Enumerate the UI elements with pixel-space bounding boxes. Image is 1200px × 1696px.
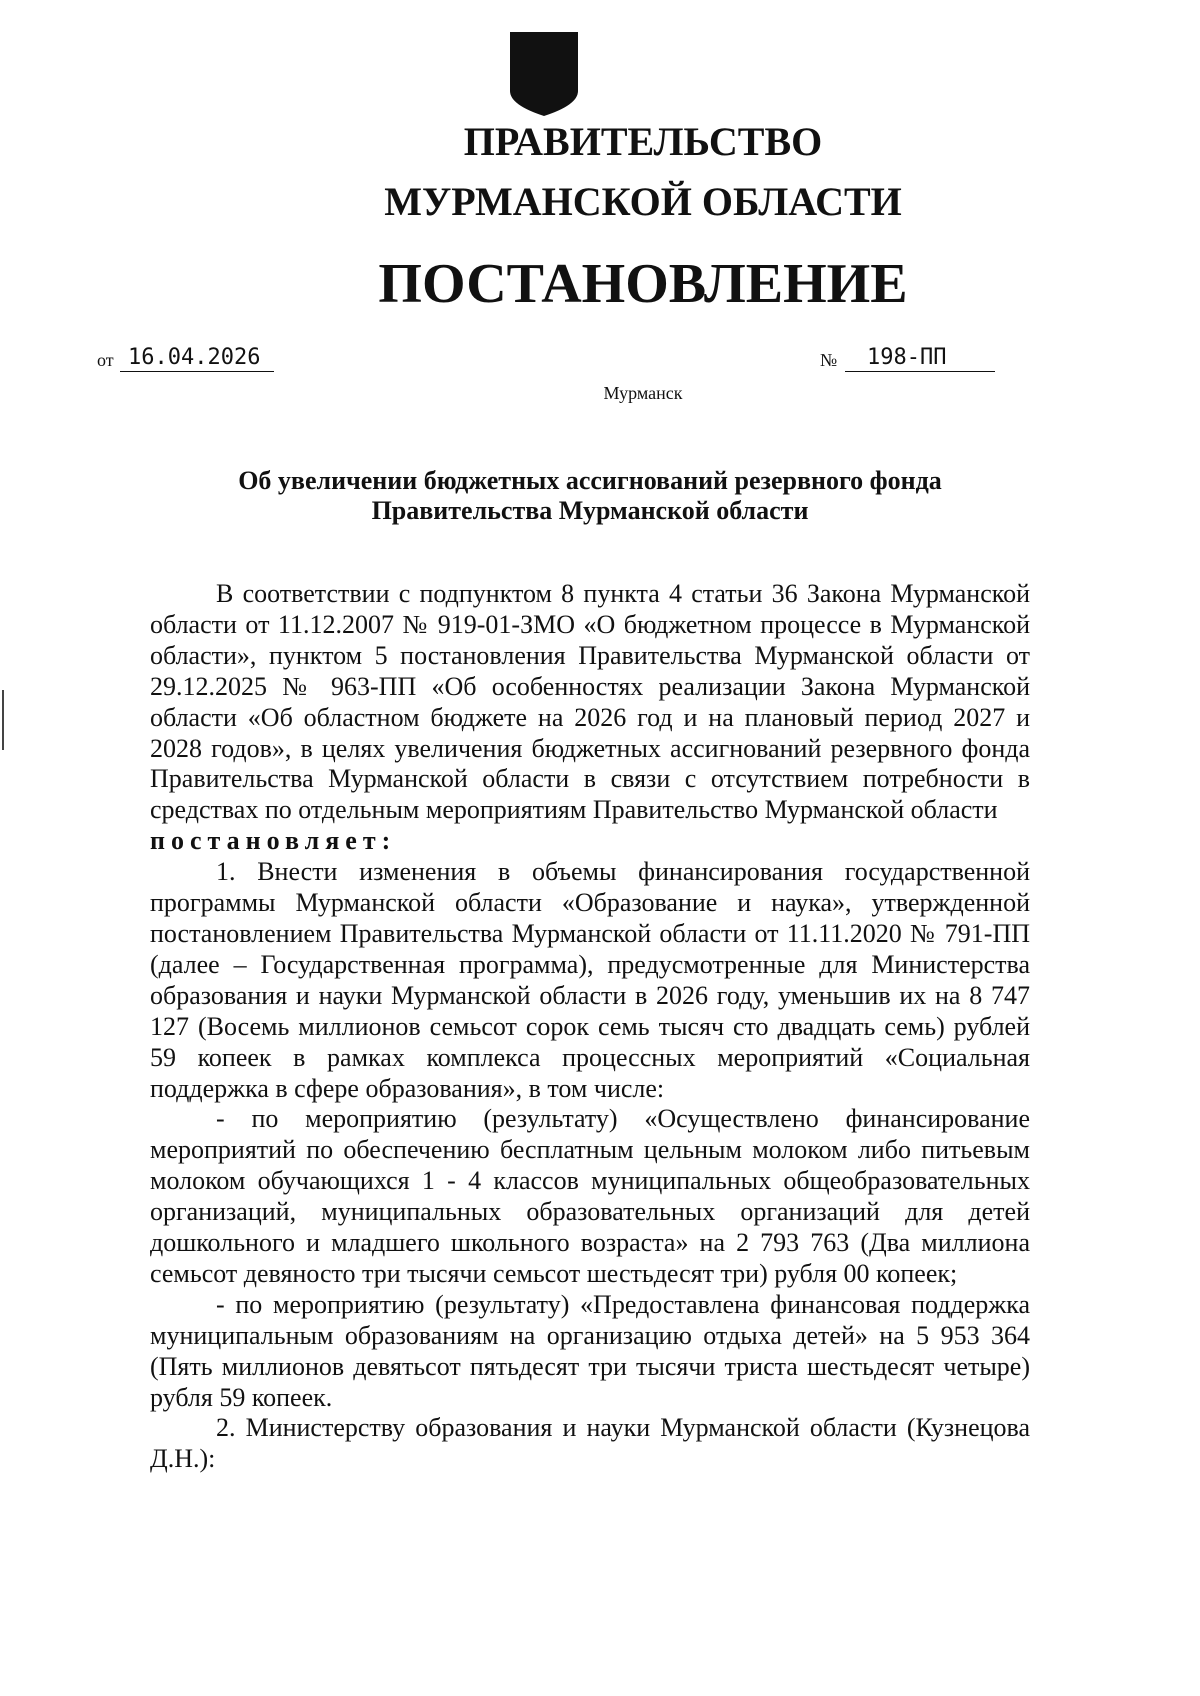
scan-edge-mark [2,690,4,750]
item-1-subitem-1: - по мероприятию (результату) «Осуществлено финансирование мероприятий по обеспечению бесплатным цельным молоком либо питьевым молоком обучающихся 1 - 4 классов муниципальных общеобразовательных организаций, муниципальных образовательных организаций для детей дошкольного и младшего школьного возраста» на 2 793 763 (Два миллиона семьсот девяносто три тысячи семьсот шестьдесят три) рубля 00 копеек; [150,1104,1030,1288]
city-name: Мурманск [603,383,683,403]
date-prefix: от [97,350,114,370]
government-name-line2: МУРМАНСКОЙ ОБЛАСТИ [384,179,902,224]
document-body [150,579,1030,1475]
coat-of-arms-emblem [509,31,579,117]
document-title [150,466,1030,526]
preamble-paragraph: В соответствии с подпунктом 8 пункта 4 статьи 36 Закона Мурманской области от 11.12.2007 № 919-01-ЗМО «О бюджетном процессе в Мурманской области», пунктом 5 постановления Правительства Мурманской области от 29.12.2025 № 963-ПП «Об особенностях реализации Закона Мурманской области «Об областном бюджете на 2026 год и на плановый период 2027 и 2028 годов», в целях увеличения бюджетных ассигнований резервного фонда Правительства Мурманской области в связи с отсутствием потребности в средствах по отдельным мероприятиям Правительство Мурманской области [150,579,1030,825]
item-2-paragraph: 2. Министерству образования и науки Мурманской области (Кузнецова Д.Н.): [150,1413,1030,1474]
document-type-heading: ПОСТАНОВЛЕНИЕ [378,253,908,315]
government-name-line1: ПРАВИТЕЛЬСТВО [463,119,823,164]
title-line1: Об увеличении бюджетных ассигнований резервного фонда [238,466,942,495]
item-1-paragraph: 1. Внести изменения в объемы финансирования государственной программы Мурманской области «Образование и наука», утвержденной постановлением Правительства Мурманской области от 11.11.2020 № 791-ПП (далее – Государственная программа), предусмотренные для Министерства образования и науки Мурманской области в 2026 году, уменьшив их на 8 747 127 (Восемь миллионов семьсот сорок семь тысяч сто двадцать семь) рублей 59 копеек в рамках комплекса процессных мероприятий «Социальная поддержка в сфере образования», в том числе: [150,857,1030,1103]
document-date: 16.04.2026 [120,345,274,372]
resolves-word: постановляет: [150,826,397,856]
title-line2: Правительства Мурманской области [371,496,809,525]
number-prefix: № [820,350,838,370]
item-1-subitem-2: - по мероприятию (результату) «Предоставлена финансовая поддержка муниципальным образованиям на организацию отдыха детей» на 5 953 364 (Пять миллионов девятьсот пятьдесят три тысячи триста шестьдесят четыре) рубля 59 копеек. [150,1289,1030,1412]
document-number: 198-ПП [845,345,995,372]
